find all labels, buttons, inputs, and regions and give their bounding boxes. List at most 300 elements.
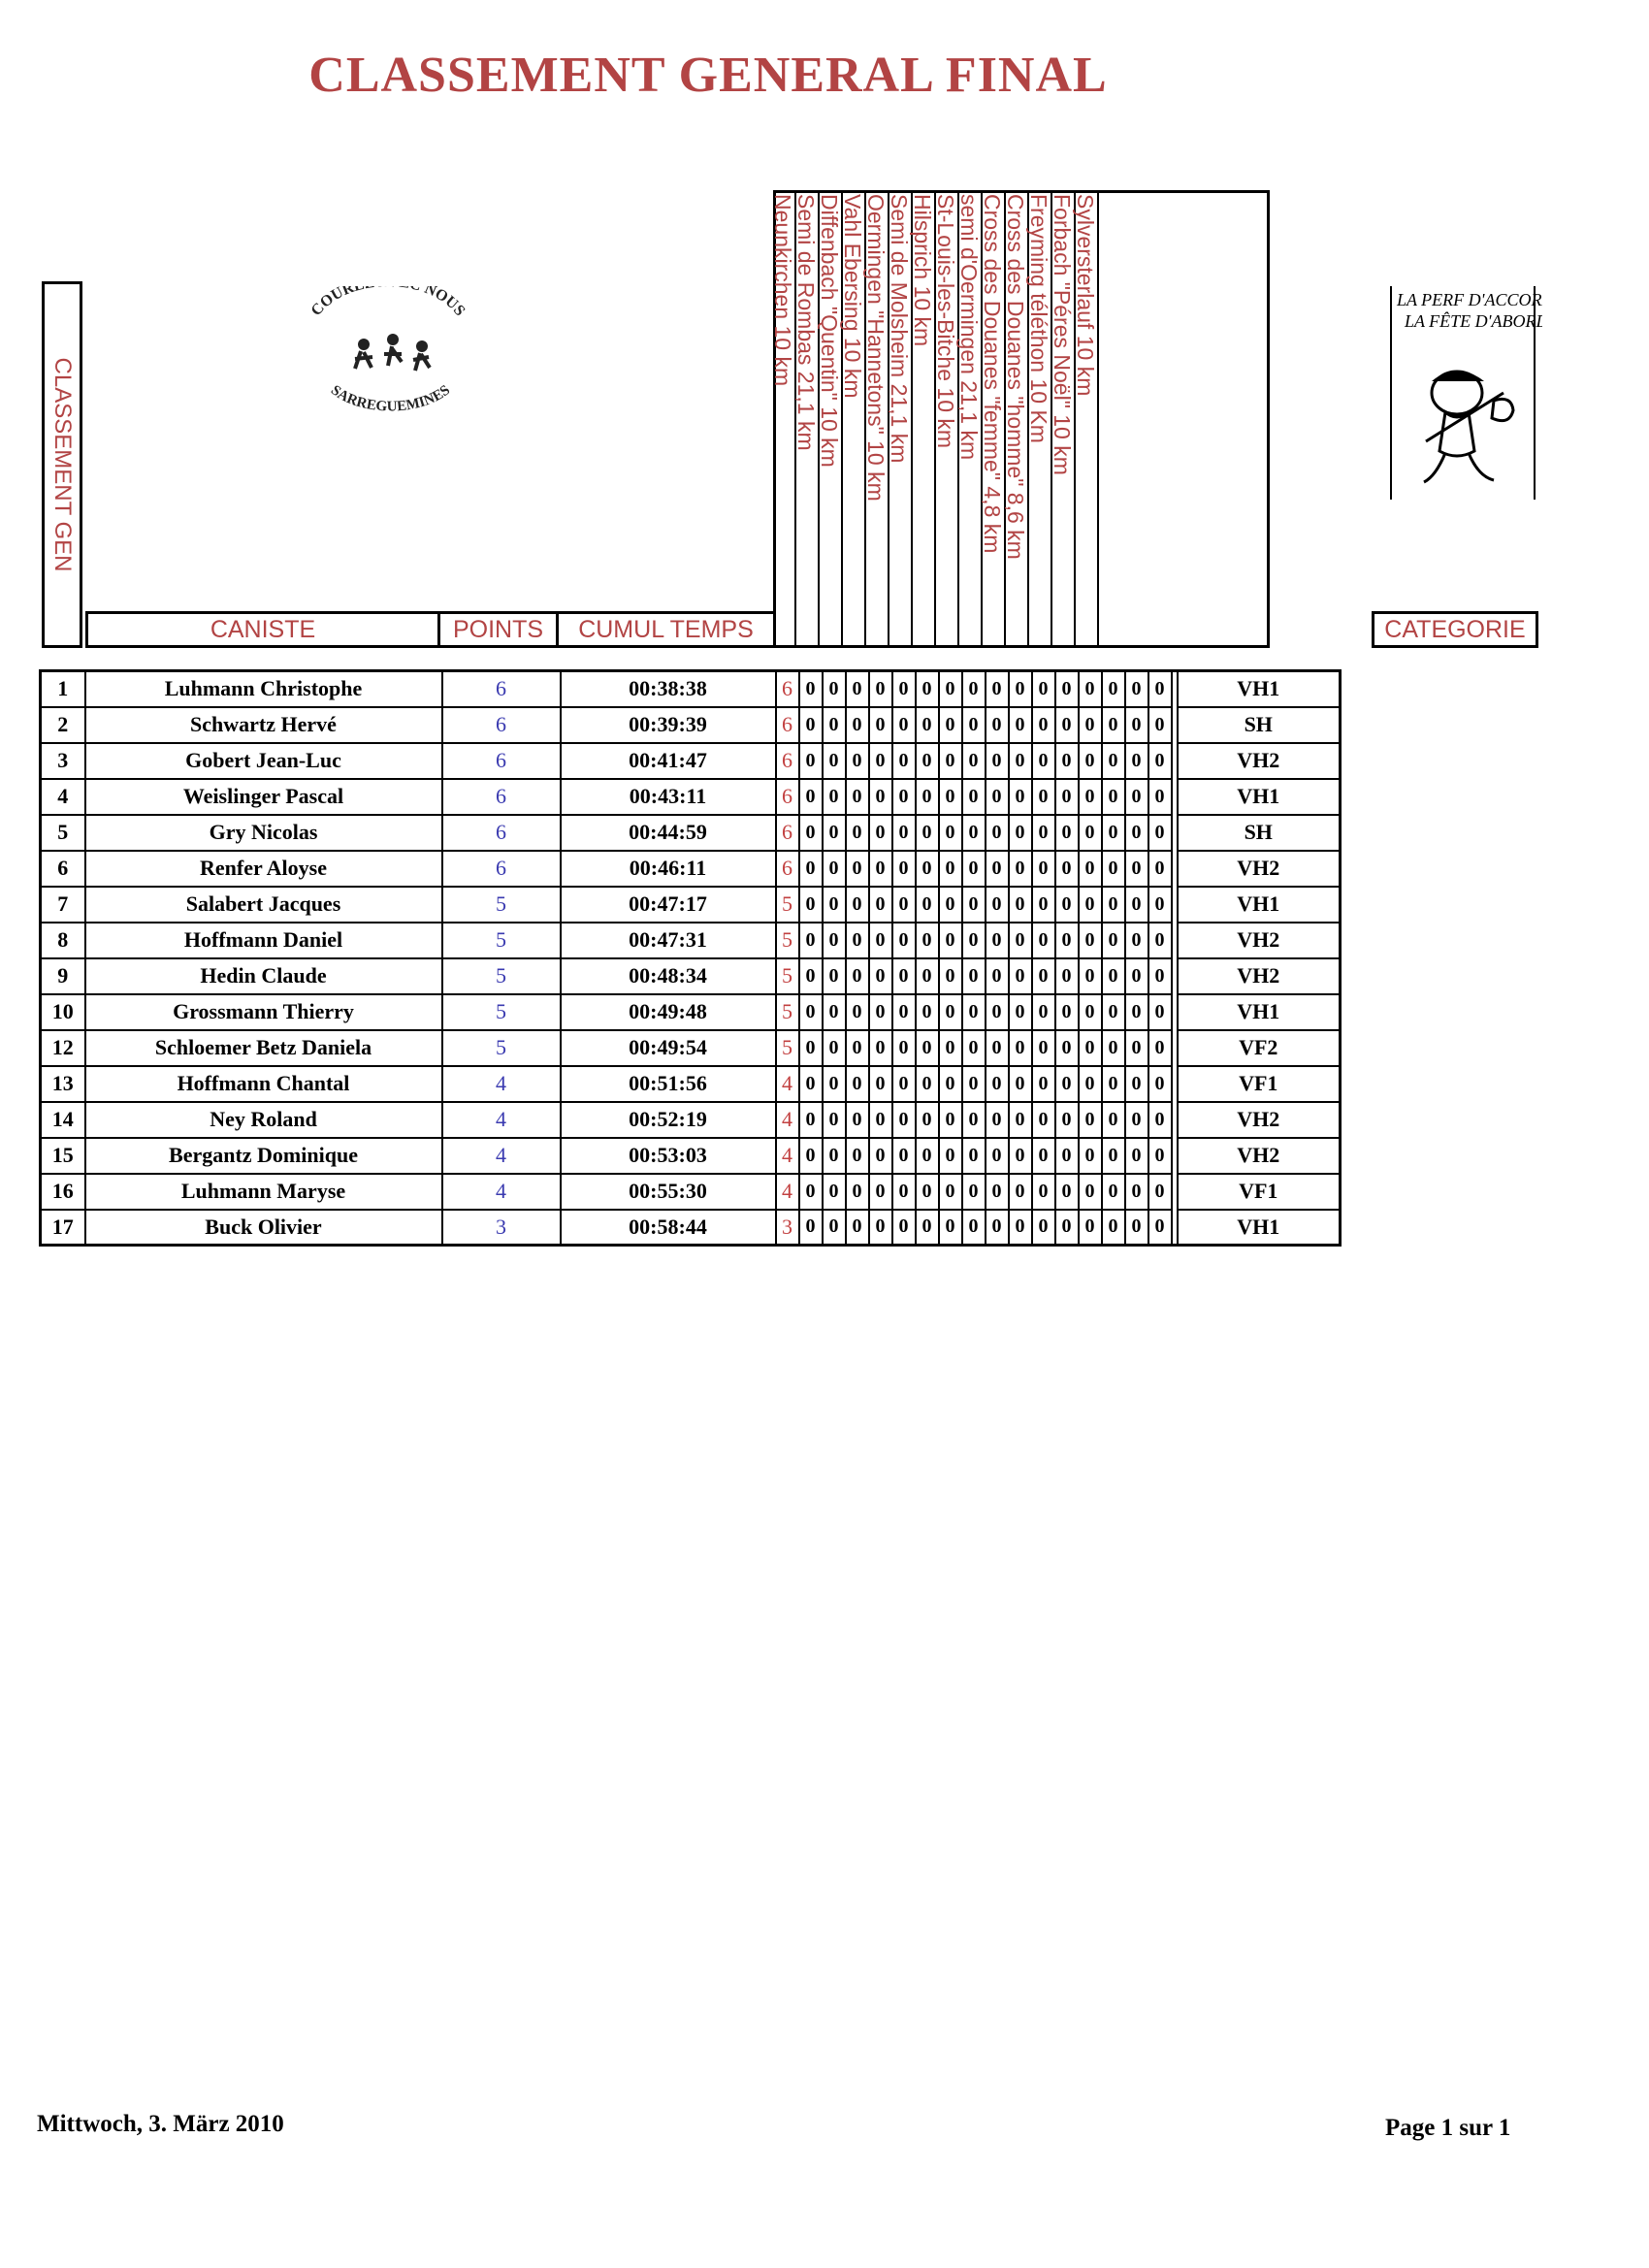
race-score-cell: 0 xyxy=(939,1030,962,1066)
race-score-cell: 0 xyxy=(916,743,939,779)
race-score-cell: 0 xyxy=(1032,707,1055,743)
race-score-cell: 0 xyxy=(939,743,962,779)
race-score-cell: 0 xyxy=(1032,851,1055,887)
race-score-cell: 0 xyxy=(1009,815,1032,851)
race-score-cell: 0 xyxy=(962,851,986,887)
race-score-cell: 0 xyxy=(892,851,916,887)
points-cell: 3 xyxy=(442,1210,561,1246)
race-score-cell: 0 xyxy=(1125,1138,1148,1174)
rank-cell: 5 xyxy=(41,815,85,851)
race-score-cell: 0 xyxy=(1125,671,1148,707)
rank-cell: 12 xyxy=(41,1030,85,1066)
time-cell: 00:55:30 xyxy=(561,1174,776,1210)
points-cell: 5 xyxy=(442,923,561,958)
name-cell: Luhmann Maryse xyxy=(85,1174,442,1210)
time-cell: 00:47:31 xyxy=(561,923,776,958)
race-score-cell: 0 xyxy=(1055,958,1079,994)
table-row xyxy=(41,671,1341,707)
rank-cell: 7 xyxy=(41,887,85,923)
race-score-cell: 0 xyxy=(1032,887,1055,923)
race-score-cell: 0 xyxy=(1032,671,1055,707)
race-score-cell: 0 xyxy=(962,815,986,851)
race-score-cell: 0 xyxy=(799,707,823,743)
race-score-cell: 0 xyxy=(823,671,846,707)
race-score-cell: 0 xyxy=(892,707,916,743)
race-score-cell: 0 xyxy=(986,707,1009,743)
race-score-cell: 0 xyxy=(823,923,846,958)
race-score-cell: 0 xyxy=(1148,923,1172,958)
race-points-cell: 6 xyxy=(776,815,799,851)
time-cell: 00:53:03 xyxy=(561,1138,776,1174)
logo-left-bottom-text: SARREGUEMINES xyxy=(327,382,454,415)
race-score-cell: 0 xyxy=(1148,1066,1172,1102)
table-row xyxy=(41,1138,1341,1174)
race-score-cell: 0 xyxy=(892,1066,916,1102)
race-score-cell: 0 xyxy=(869,743,892,779)
race-points-cell: 6 xyxy=(776,851,799,887)
race-score-cell: 0 xyxy=(916,1102,939,1138)
race-score-cell: 0 xyxy=(1055,671,1079,707)
category-cell: VH2 xyxy=(1178,743,1341,779)
race-score-cell: 0 xyxy=(986,994,1009,1030)
race-score-cell: 0 xyxy=(916,1174,939,1210)
race-score-cell: 0 xyxy=(962,958,986,994)
race-score-cell: 0 xyxy=(846,1210,869,1246)
race-score-cell: 0 xyxy=(1009,923,1032,958)
race-name: Semi de Molsheim 21,1 km xyxy=(887,194,912,464)
points-cell: 6 xyxy=(442,851,561,887)
category-cell: VH2 xyxy=(1178,923,1341,958)
race-score-cell: 0 xyxy=(1009,958,1032,994)
race-score-cell: 0 xyxy=(1125,851,1148,887)
points-cell: 5 xyxy=(442,958,561,994)
race-score-cell: 0 xyxy=(846,671,869,707)
race-score-cell: 0 xyxy=(1079,671,1102,707)
race-score-cell: 0 xyxy=(869,707,892,743)
race-score-cell: 0 xyxy=(1009,1066,1032,1102)
race-score-cell: 0 xyxy=(823,1066,846,1102)
race-score-cell: 0 xyxy=(916,887,939,923)
race-score-cell: 0 xyxy=(962,1066,986,1102)
time-cell: 00:46:11 xyxy=(561,851,776,887)
race-score-cell: 0 xyxy=(939,707,962,743)
name-cell: Renfer Aloyse xyxy=(85,851,442,887)
category-cell: VH1 xyxy=(1178,779,1341,815)
race-score-cell: 0 xyxy=(846,815,869,851)
race-column-header xyxy=(1073,194,1099,621)
race-score-cell: 0 xyxy=(1125,1174,1148,1210)
race-name: Freyming téléthon 10 Km xyxy=(1026,194,1051,443)
category-cell: VH1 xyxy=(1178,671,1341,707)
footer-page: Page 1 sur 1 xyxy=(1385,2115,1511,2141)
race-score-cell: 0 xyxy=(1009,779,1032,815)
race-score-cell: 0 xyxy=(823,958,846,994)
name-cell: Bergantz Dominique xyxy=(85,1138,442,1174)
race-score-cell: 0 xyxy=(799,1066,823,1102)
race-score-cell: 0 xyxy=(1009,671,1032,707)
race-score-cell: 0 xyxy=(1125,887,1148,923)
category-cell: VH1 xyxy=(1178,994,1341,1030)
race-score-cell: 0 xyxy=(962,1102,986,1138)
race-score-cell: 0 xyxy=(1032,923,1055,958)
race-score-cell: 0 xyxy=(869,1138,892,1174)
race-score-cell: 0 xyxy=(1102,1138,1125,1174)
mascot-logo-icon xyxy=(1387,276,1542,504)
table-row xyxy=(41,1210,1341,1246)
race-score-cell: 0 xyxy=(916,779,939,815)
race-score-cell: 0 xyxy=(1102,1030,1125,1066)
race-score-cell: 0 xyxy=(892,994,916,1030)
table-row xyxy=(41,994,1341,1030)
race-score-cell: 0 xyxy=(869,1174,892,1210)
race-score-cell: 0 xyxy=(1102,671,1125,707)
race-score-cell: 0 xyxy=(1055,851,1079,887)
rank-cell: 14 xyxy=(41,1102,85,1138)
race-score-cell: 0 xyxy=(1055,887,1079,923)
race-score-cell: 0 xyxy=(799,1102,823,1138)
rank-cell: 3 xyxy=(41,743,85,779)
race-score-cell: 0 xyxy=(1125,923,1148,958)
name-cell: Hedin Claude xyxy=(85,958,442,994)
race-score-cell: 0 xyxy=(939,887,962,923)
race-score-cell: 0 xyxy=(1009,1174,1032,1210)
race-score-cell: 0 xyxy=(846,1030,869,1066)
race-points-cell: 5 xyxy=(776,994,799,1030)
race-score-cell: 0 xyxy=(1079,851,1102,887)
race-score-cell: 0 xyxy=(823,1030,846,1066)
club-logo-right xyxy=(1387,276,1542,504)
race-score-cell: 0 xyxy=(1125,743,1148,779)
race-score-cell: 0 xyxy=(1079,994,1102,1030)
race-score-cell: 0 xyxy=(1055,1066,1079,1102)
race-score-cell: 0 xyxy=(846,1174,869,1210)
race-score-cell: 0 xyxy=(916,923,939,958)
race-score-cell: 0 xyxy=(1102,887,1125,923)
race-score-cell: 0 xyxy=(799,994,823,1030)
race-score-cell: 0 xyxy=(1102,707,1125,743)
time-cell: 00:51:56 xyxy=(561,1066,776,1102)
race-score-cell: 0 xyxy=(939,1138,962,1174)
name-cell: Salabert Jacques xyxy=(85,887,442,923)
race-score-cell: 0 xyxy=(986,923,1009,958)
race-score-cell: 0 xyxy=(1079,815,1102,851)
race-score-cell: 0 xyxy=(1102,743,1125,779)
race-score-cell: 0 xyxy=(1055,1102,1079,1138)
race-score-cell: 0 xyxy=(986,779,1009,815)
race-score-cell: 0 xyxy=(1055,923,1079,958)
race-score-cell: 0 xyxy=(846,707,869,743)
race-score-cell: 0 xyxy=(1079,779,1102,815)
svg-text:COUREZ AVEC NOUS xyxy=(308,286,469,319)
header-points: POINTS xyxy=(437,611,559,648)
points-cell: 4 xyxy=(442,1102,561,1138)
table-row xyxy=(41,923,1341,958)
race-score-cell: 0 xyxy=(986,743,1009,779)
race-score-cell: 0 xyxy=(1009,1210,1032,1246)
race-score-cell: 0 xyxy=(1148,779,1172,815)
race-score-cell: 0 xyxy=(799,815,823,851)
header-cumul-temps: CUMUL TEMPS xyxy=(556,611,776,648)
table-row xyxy=(41,1030,1341,1066)
race-score-cell: 0 xyxy=(962,923,986,958)
race-score-cell: 0 xyxy=(869,1066,892,1102)
race-score-cell: 0 xyxy=(916,1066,939,1102)
race-score-cell: 0 xyxy=(892,887,916,923)
race-score-cell: 0 xyxy=(916,958,939,994)
category-cell: SH xyxy=(1178,815,1341,851)
race-score-cell: 0 xyxy=(1055,1174,1079,1210)
time-cell: 00:49:48 xyxy=(561,994,776,1030)
race-score-cell: 0 xyxy=(1032,994,1055,1030)
race-points-cell: 6 xyxy=(776,707,799,743)
race-score-cell: 0 xyxy=(1009,994,1032,1030)
race-score-cell: 0 xyxy=(986,1210,1009,1246)
race-score-cell: 0 xyxy=(916,1030,939,1066)
name-cell: Grossmann Thierry xyxy=(85,994,442,1030)
header-caniste: CANISTE xyxy=(85,611,440,648)
race-score-cell: 0 xyxy=(869,994,892,1030)
race-score-cell: 0 xyxy=(962,1210,986,1246)
race-score-cell: 0 xyxy=(892,1210,916,1246)
race-score-cell: 0 xyxy=(939,994,962,1030)
race-score-cell: 0 xyxy=(846,1102,869,1138)
race-score-cell: 0 xyxy=(1055,743,1079,779)
header-categorie: CATEGORIE xyxy=(1372,611,1538,648)
logo-right-line1: LA PERF D'ACCORD xyxy=(1397,290,1542,309)
race-score-cell: 0 xyxy=(799,779,823,815)
race-points-cell: 4 xyxy=(776,1102,799,1138)
time-cell: 00:48:34 xyxy=(561,958,776,994)
table-row xyxy=(41,1102,1341,1138)
race-name: St-Louis-les-Bitche 10 km xyxy=(933,194,958,449)
race-score-cell: 0 xyxy=(916,851,939,887)
race-score-cell: 0 xyxy=(1055,1030,1079,1066)
race-score-cell: 0 xyxy=(869,887,892,923)
race-score-cell: 0 xyxy=(1102,923,1125,958)
category-cell: SH xyxy=(1178,707,1341,743)
race-score-cell: 0 xyxy=(799,958,823,994)
race-points-cell: 5 xyxy=(776,1030,799,1066)
category-cell: VH2 xyxy=(1178,958,1341,994)
club-logo-left xyxy=(291,286,485,422)
race-points-cell: 3 xyxy=(776,1210,799,1246)
race-score-cell: 0 xyxy=(962,994,986,1030)
race-name: Forbach "Péres Noël" 10 km xyxy=(1050,194,1075,475)
race-score-cell: 0 xyxy=(986,958,1009,994)
race-score-cell: 0 xyxy=(916,994,939,1030)
race-score-cell: 0 xyxy=(986,815,1009,851)
rank-cell: 8 xyxy=(41,923,85,958)
race-score-cell: 0 xyxy=(869,923,892,958)
race-score-cell: 0 xyxy=(869,958,892,994)
race-score-cell: 0 xyxy=(1032,958,1055,994)
race-score-cell: 0 xyxy=(939,779,962,815)
race-score-cell: 0 xyxy=(1055,707,1079,743)
race-score-cell: 0 xyxy=(986,1102,1009,1138)
race-score-cell: 0 xyxy=(1079,743,1102,779)
race-score-cell: 0 xyxy=(1148,707,1172,743)
runners-logo-icon xyxy=(291,286,485,422)
race-score-cell: 0 xyxy=(823,707,846,743)
race-score-cell: 0 xyxy=(892,1102,916,1138)
race-score-cell: 0 xyxy=(916,1138,939,1174)
race-score-cell: 0 xyxy=(1102,1210,1125,1246)
race-name: Cross des Douanes "homme" 8,6 km xyxy=(1003,194,1028,560)
rank-cell: 6 xyxy=(41,851,85,887)
race-points-cell: 6 xyxy=(776,743,799,779)
race-score-cell: 0 xyxy=(962,887,986,923)
race-score-cell: 0 xyxy=(1009,1102,1032,1138)
table-row xyxy=(41,743,1341,779)
race-score-cell: 0 xyxy=(1079,1066,1102,1102)
race-score-cell: 0 xyxy=(1125,1102,1148,1138)
race-score-cell: 0 xyxy=(892,958,916,994)
race-score-cell: 0 xyxy=(1009,851,1032,887)
race-score-cell: 0 xyxy=(823,1210,846,1246)
race-score-cell: 0 xyxy=(939,958,962,994)
race-score-cell: 0 xyxy=(892,815,916,851)
race-name: Diffenbach "Quentin" 10 km xyxy=(817,194,842,468)
race-score-cell: 0 xyxy=(1148,671,1172,707)
race-score-cell: 0 xyxy=(869,815,892,851)
table-row xyxy=(41,851,1341,887)
race-score-cell: 0 xyxy=(799,923,823,958)
race-points-cell: 5 xyxy=(776,958,799,994)
page-title: CLASSEMENT GENERAL FINAL xyxy=(308,48,1108,103)
race-score-cell: 0 xyxy=(799,743,823,779)
name-cell: Schloemer Betz Daniela xyxy=(85,1030,442,1066)
race-score-cell: 0 xyxy=(916,1210,939,1246)
race-score-cell: 0 xyxy=(962,707,986,743)
time-cell: 00:38:38 xyxy=(561,671,776,707)
time-cell: 00:41:47 xyxy=(561,743,776,779)
race-score-cell: 0 xyxy=(986,851,1009,887)
race-score-cell: 0 xyxy=(869,851,892,887)
race-score-cell: 0 xyxy=(1125,958,1148,994)
race-score-cell: 0 xyxy=(939,851,962,887)
time-cell: 00:43:11 xyxy=(561,779,776,815)
race-score-cell: 0 xyxy=(1055,815,1079,851)
logo-left-top-text: COUR NOUS xyxy=(307,286,469,319)
race-score-cell: 0 xyxy=(799,671,823,707)
race-score-cell: 0 xyxy=(939,1210,962,1246)
time-cell: 00:44:59 xyxy=(561,815,776,851)
race-score-cell: 0 xyxy=(846,1066,869,1102)
race-score-cell: 0 xyxy=(1148,887,1172,923)
race-score-cell: 0 xyxy=(799,1138,823,1174)
race-score-cell: 0 xyxy=(986,1174,1009,1210)
points-cell: 6 xyxy=(442,707,561,743)
race-score-cell: 0 xyxy=(1032,1066,1055,1102)
race-points-cell: 4 xyxy=(776,1138,799,1174)
race-score-cell: 0 xyxy=(916,671,939,707)
race-score-cell: 0 xyxy=(799,887,823,923)
race-score-cell: 0 xyxy=(1102,1102,1125,1138)
race-score-cell: 0 xyxy=(892,743,916,779)
race-score-cell: 0 xyxy=(1032,815,1055,851)
race-score-cell: 0 xyxy=(823,1102,846,1138)
name-cell: Gobert Jean-Luc xyxy=(85,743,442,779)
race-points-cell: 6 xyxy=(776,671,799,707)
race-score-cell: 0 xyxy=(1032,1030,1055,1066)
logo-right-line2: LA FÊTE D'ABORD xyxy=(1405,311,1542,331)
race-score-cell: 0 xyxy=(1079,958,1102,994)
points-cell: 4 xyxy=(442,1066,561,1102)
race-score-cell: 0 xyxy=(846,958,869,994)
rank-cell: 15 xyxy=(41,1138,85,1174)
category-cell: VH2 xyxy=(1178,1102,1341,1138)
race-score-cell: 0 xyxy=(1102,815,1125,851)
race-score-cell: 0 xyxy=(1032,1102,1055,1138)
race-score-cell: 0 xyxy=(962,779,986,815)
race-score-cell: 0 xyxy=(892,1174,916,1210)
rank-cell: 1 xyxy=(41,671,85,707)
race-points-cell: 6 xyxy=(776,779,799,815)
name-cell: Gry Nicolas xyxy=(85,815,442,851)
category-cell: VH1 xyxy=(1178,1210,1341,1246)
race-score-cell: 0 xyxy=(869,779,892,815)
race-score-cell: 0 xyxy=(823,994,846,1030)
race-score-cell: 0 xyxy=(939,1174,962,1210)
race-score-cell: 0 xyxy=(799,1210,823,1246)
category-cell: VH2 xyxy=(1178,851,1341,887)
time-cell: 00:52:19 xyxy=(561,1102,776,1138)
race-score-cell: 0 xyxy=(799,851,823,887)
race-score-cell: 0 xyxy=(1125,815,1148,851)
race-score-cell: 0 xyxy=(1102,1174,1125,1210)
race-score-cell: 0 xyxy=(1079,1030,1102,1066)
points-cell: 5 xyxy=(442,887,561,923)
race-score-cell: 0 xyxy=(962,671,986,707)
race-score-cell: 0 xyxy=(939,1066,962,1102)
points-cell: 4 xyxy=(442,1174,561,1210)
time-cell: 00:58:44 xyxy=(561,1210,776,1246)
race-score-cell: 0 xyxy=(1148,1102,1172,1138)
points-cell: 4 xyxy=(442,1138,561,1174)
race-score-cell: 0 xyxy=(1032,779,1055,815)
race-name: Semi de Rombas 21,1 km xyxy=(793,194,819,451)
race-name: semi d'Oermingen 21,1 km xyxy=(956,194,982,461)
race-score-cell: 0 xyxy=(962,1174,986,1210)
side-label-text: CLASSEMENT GEN xyxy=(49,357,76,572)
race-score-cell: 0 xyxy=(846,779,869,815)
category-cell: VF1 xyxy=(1178,1174,1341,1210)
rank-cell: 16 xyxy=(41,1174,85,1210)
race-score-cell: 0 xyxy=(823,1138,846,1174)
race-score-cell: 0 xyxy=(869,1210,892,1246)
race-score-cell: 0 xyxy=(846,743,869,779)
time-cell: 00:47:17 xyxy=(561,887,776,923)
name-cell: Hoffmann Chantal xyxy=(85,1066,442,1102)
race-score-cell: 0 xyxy=(846,1138,869,1174)
race-score-cell: 0 xyxy=(1009,1030,1032,1066)
race-score-cell: 0 xyxy=(1009,887,1032,923)
race-score-cell: 0 xyxy=(1102,851,1125,887)
points-cell: 6 xyxy=(442,671,561,707)
race-score-cell: 0 xyxy=(846,887,869,923)
race-score-cell: 0 xyxy=(1102,779,1125,815)
rank-cell: 13 xyxy=(41,1066,85,1102)
race-score-cell: 0 xyxy=(1148,1030,1172,1066)
race-score-cell: 0 xyxy=(1148,743,1172,779)
category-cell: VH2 xyxy=(1178,1138,1341,1174)
race-score-cell: 0 xyxy=(986,1138,1009,1174)
race-score-cell: 0 xyxy=(1148,1138,1172,1174)
race-score-cell: 0 xyxy=(1102,958,1125,994)
race-score-cell: 0 xyxy=(1148,1174,1172,1210)
race-score-cell: 0 xyxy=(869,1030,892,1066)
race-score-cell: 0 xyxy=(986,887,1009,923)
